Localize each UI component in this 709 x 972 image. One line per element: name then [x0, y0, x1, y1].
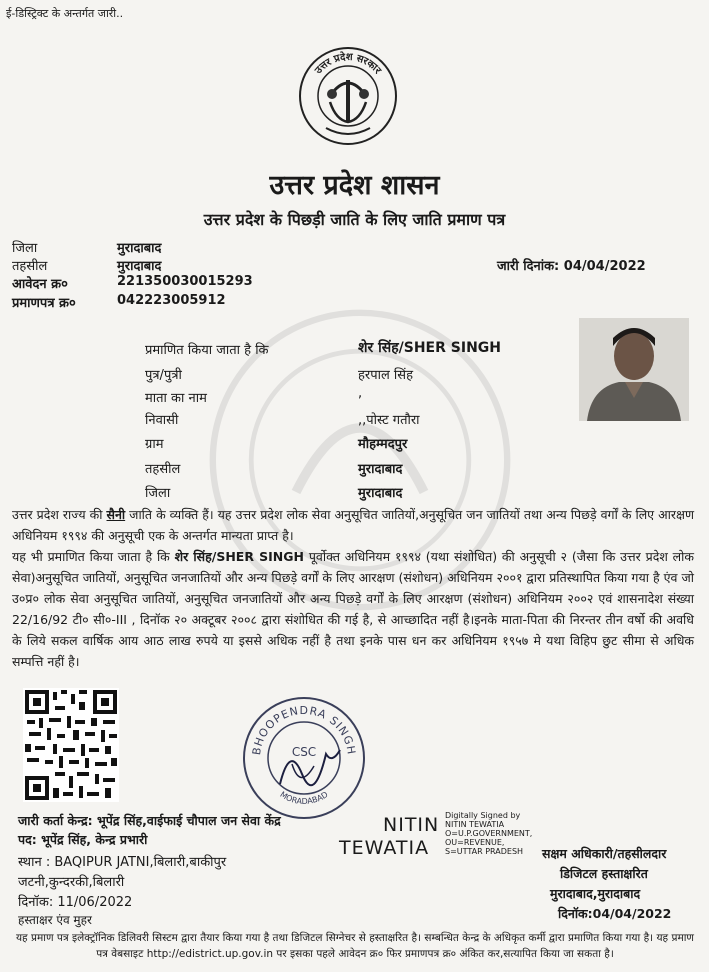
para2-name: शेर सिंह/SHER SINGH: [174, 549, 304, 564]
ds-line-5: S=UTTAR PRADESH: [445, 847, 524, 856]
paragraph-certification: [12, 546, 694, 672]
para2-text-b: पूर्वोक्त अधिनियम १९९४ (यथा संशोधित) की अनुसूची २ (जैसा कि उत्तर प्रदेश लोक सेवा)अनुसूचित जातियों, अनुसूचित जनजातियों और अन्य पिछड़े वर्गों के लिए आरक्षण (संशोधन) अधिनियम २००१ द्वारा प्रतिस्थापित किया गया है एंव जो उ०प्र० लोक सेवा अनुसूचित जातियों, अनुसूचित जनजातियों और अन्य पिछड़े वर्गों के लिए आरक्षण (संशोधन) अधिनियम २००२ एवं शासनादेश संख्या 22/16/92 टी० सी०-III , दिनॉक २० अक्टूबर २००८ द्वारा संशोधित की गई है, से आच्छादित नहीं है।इनके माता-पिता की निरन्तर तीन वर्षो की अवधि के लिये सकल वार्षिक आय आठ लाख रुपये या इससे अधिक नहीं है तथा इनके पास धन कर अधिनियम १९५७ मे यथा विहिप छुट सीमा से अधिक सम्पत्ति नहीं है।: [12, 549, 694, 669]
issuer-line-3: स्थान : BAQIPUR JATNI,बिलारी,बाकीपुर: [18, 855, 227, 870]
svg-text:उत्तर प्रदेश सरकार: उत्तर प्रदेश सरकार: [313, 51, 383, 77]
authority-line-3: मुरादाबाद,मुरादाबाद: [550, 886, 641, 901]
paragraph-caste: [12, 504, 694, 546]
signer-name-1: NITIN: [383, 814, 440, 836]
up-government-emblem-icon: [296, 40, 400, 150]
issuer-line-5: दिनॉक: 11/06/2022: [18, 895, 133, 910]
district-value: मुरादाबाद: [117, 241, 162, 256]
detail-tehsil-value: मुरादाबाद: [358, 462, 403, 477]
detail-tehsil-label: तहसील: [145, 462, 181, 477]
parent-value: हरपाल सिंह: [358, 368, 413, 383]
mother-label: माता का नाम: [145, 391, 207, 406]
issue-date: [497, 256, 646, 274]
certify-label: प्रमाणित किया जाता है कि: [145, 343, 269, 358]
authority-line-2: डिजिटल हस्ताक्षरित: [560, 866, 648, 881]
signer-name-2: TEWATIA: [339, 837, 430, 859]
ds-line-2: NITIN TEWATIA: [445, 820, 505, 829]
footer-note: यह प्रमाण पत्र इलेक्ट्रॉनिक डिलिवरी सिस्टम द्वारा तैयार किया गया है तथा डिजिटल सिग्नेचर से हस्ताक्षरित है। सम्बन्धित केन्द्र के अधिकृत कर्मी द्वारा प्रमाणित किया गया है। यह प्रमाण पत्र वेबसाइट http://edistrict.up.gov.in पर इसका पहले आवेदन क्र० फिर प्रमाणपत्र क्र० अंकित कर,सत्यापित किया जा सकता है।: [15, 932, 695, 960]
ds-line-3: O=U.P.GOVERNMENT,: [445, 829, 533, 838]
parent-label: पुत्र/पुत्री: [145, 368, 182, 383]
name-value: शेर सिंह/SHER SINGH: [358, 340, 501, 356]
district-label: जिला: [12, 241, 38, 256]
issue-date-label: जारी दिनांक:: [497, 259, 560, 274]
certificate-no-label: प्रमाणपत्र क्र०: [12, 296, 76, 311]
applicant-photo: [579, 318, 689, 421]
application-value: 221350030015293: [117, 274, 253, 289]
para1-text-a: उत्तर प्रदेश राज्य की: [12, 507, 107, 522]
tehsil-value: मुरादाबाद: [117, 259, 162, 274]
issue-date-value: 04/04/2022: [563, 259, 646, 274]
application-label: आवेदन क्र०: [12, 277, 68, 292]
header-note: ई-डिस्ट्रिक्ट के अन्तर्गत जारी..: [6, 7, 124, 20]
issuer-line-6: हस्ताक्षर एंव मुहर: [18, 913, 92, 927]
ds-line-4: OU=REVENUE,: [445, 838, 505, 847]
resident-label: निवासी: [145, 413, 179, 428]
resident-value: ,,पोस्ट गतौरा: [358, 413, 420, 428]
authority-line-4: दिनॉक:04/04/2022: [558, 906, 672, 921]
para2-text-a: यह भी प्रमाणित किया जाता है कि: [12, 549, 175, 564]
tehsil-label: तहसील: [12, 259, 48, 274]
caste-name: सैनी: [106, 507, 126, 522]
village-label: ग्राम: [145, 437, 164, 452]
certificate-no-value: 042223005912: [117, 293, 226, 308]
issuer-line-2: पद: भूपेंद्र सिंह, केन्द्र प्रभारी: [18, 832, 148, 847]
issuer-line-1: जारी कर्ता केन्द्र: भूपेंद्र सिंह,वाईफाई चौपाल जन सेवा केंद्र: [18, 813, 281, 828]
qr-code: [23, 688, 119, 802]
csc-seal-stamp: [240, 694, 368, 822]
para1-text-b: जाति के व्यक्ति हैं। यह उत्तर प्रदेश लोक सेवा अनुसूचित जातियों,अनुसूचित जन जातियों तथा अन्य पिछड़े वर्गों के लिए आरक्षण अधिनियम १९९४ की अनुसूची एक के अन्तर्गत मान्यता प्राप्त है।: [12, 507, 694, 543]
title-sub: उत्तर प्रदेश के पिछड़ी जाति के लिए जाति प्रमाण पत्र: [203, 210, 506, 229]
detail-district-value: मुरादाबाद: [358, 486, 403, 501]
digital-sign-details: [445, 811, 532, 856]
issuer-line-4: जटनी,कुन्दरकी,बिलारी: [18, 875, 125, 890]
authority-line-1: सक्षम अधिकारी/तहसीलदार: [542, 846, 667, 861]
title-main: उत्तर प्रदेश शासन: [269, 170, 440, 201]
ds-line-1: Digitally Signed by: [445, 811, 521, 820]
detail-district-label: जिला: [145, 486, 171, 501]
svg-text:BHOOPENDRA SINGH: BHOOPENDRA SINGH: [249, 703, 359, 756]
mother-value: ,: [358, 386, 363, 401]
svg-text:MORADABAD: MORADABAD: [278, 789, 330, 807]
village-value: मौहम्मदपुर: [358, 437, 408, 452]
svg-text:CSC: CSC: [291, 745, 317, 759]
